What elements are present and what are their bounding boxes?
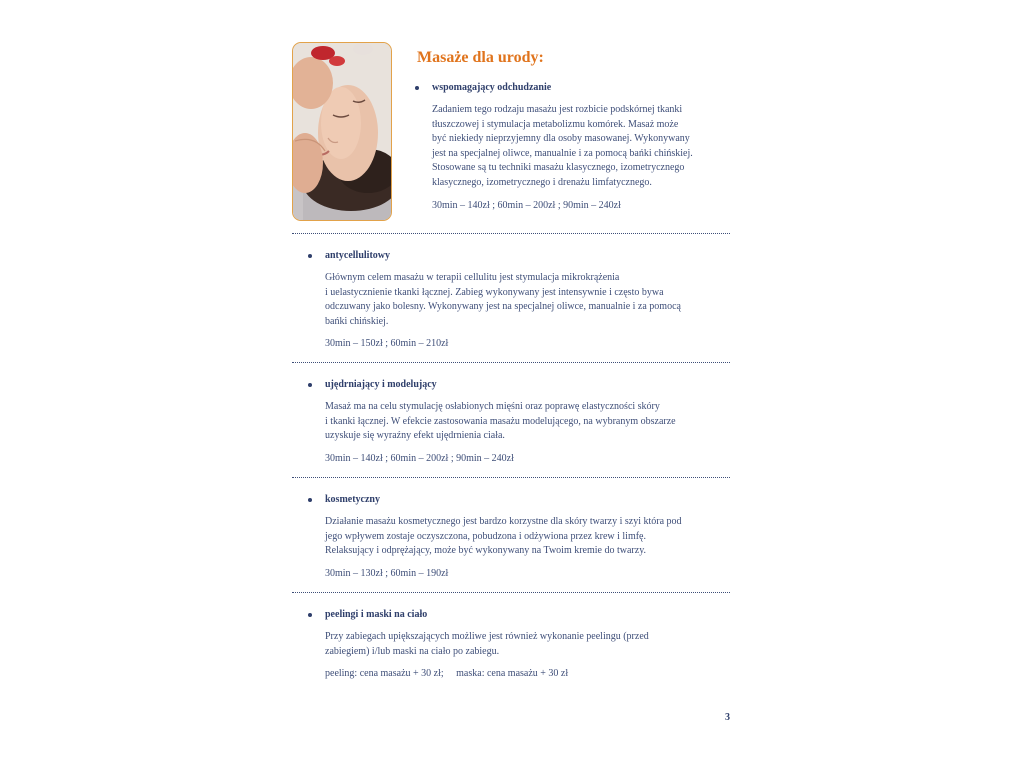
item-price: 30min – 150zł ; 60min – 210zł [325,338,449,350]
item-price: 30min – 130zł ; 60min – 190zł [325,567,449,579]
description-line: Działanie masażu kosmetycznego jest bardzo korzystne dla skóry twarzy i szyi która pod [325,516,682,527]
dotted-separator [292,592,730,593]
page-number: 3 [725,712,730,723]
item-description [432,103,693,191]
bullet-icon [308,613,312,617]
description-line: bańki chińskiej. [325,315,389,327]
massage-item-firming [325,378,676,464]
massage-item-peeling [325,608,649,679]
item-description [325,400,676,444]
description-line: Masaż ma na celu stymulację osłabionych mięśni oraz poprawę elastyczności skóry [325,401,660,412]
description-line: być niekiedy nieprzyjemny dla osoby masowanej. Wykonywany [432,133,690,145]
item-price: peeling: cena masażu + 30 zł; maska: cena masażu + 30 zł [325,668,569,680]
bullet-icon [308,383,312,387]
bullet-icon [415,86,419,90]
dotted-separator [292,362,730,363]
item-price: 30min – 140zł ; 60min – 200zł ; 90min – 240zł [325,452,514,464]
massage-item-anticellulite [325,249,681,349]
bullet-icon [308,254,312,258]
description-line: i tkanki łącznej. W efekcie zastosowania masażu modelującego, na wybranym obszarze [325,415,676,427]
dotted-separator [292,477,730,478]
description-line: jest na specjalnej oliwce, manualnie i za pomocą bańki chińskiej. [432,147,693,159]
page-title: Masaże dla urody: [417,49,544,66]
description-line: jego wpływem zostaje oczyszczona, pobudzona i odżywiona przez krew i limfę. [325,530,646,542]
item-price: 30min – 140zł ; 60min – 200zł ; 90min – 240zł [432,199,621,211]
description-line: Przy zabiegach upiększających możliwe jest również wykonanie peelingu (przed [325,631,649,642]
item-name: antycellulitowy [325,250,390,261]
description-line: Relaksujący i odprężający, może być wykonywany na Twoim kremie do twarzy. [325,545,647,557]
description-line: uzyskuje się wyraźny efekt ujędrnienia ciała. [325,430,505,442]
item-name: wspomagający odchudzanie [432,82,552,93]
massage-item-slimming [432,81,693,211]
massage-item-cosmetic [325,493,682,579]
item-description [325,630,649,659]
description-line: Głównym celem masażu w terapii cellulitu jest stymulacja mikrokrążenia [325,272,620,283]
description-line: tłuszczowej i stymulacja metabolizmu komórek. Masaż może [432,118,679,130]
description-line: i uelastycznienie tkanki łącznej. Zabieg wykonywany jest intensywnie i często bywa [325,286,664,298]
item-name: ujędrniający i modelujący [325,379,437,390]
description-line: odczuwany jako bolesny. Wykonywany jest na specjalnej oliwce, manualnie i za pomocą [325,301,681,313]
item-name: kosmetyczny [325,494,380,505]
dotted-separator [292,233,730,234]
bullet-icon [308,498,312,502]
item-description [325,515,682,559]
massage-photo-illustration [293,43,391,220]
description-line: Stosowane są tu techniki masażu klasycznego, izometrycznego [432,162,685,174]
item-description [325,271,681,329]
description-line: klasycznego, izometrycznego i drenażu limfatycznego. [432,176,652,188]
description-line: Zadaniem tego rodzaju masażu jest rozbicie podskórnej tkanki [432,104,683,115]
massage-photo [292,42,392,221]
description-line: zabiegiem) i/lub maski na ciało po zabiegu. [325,645,500,657]
item-name: peelingi i maski na ciało [325,609,428,620]
